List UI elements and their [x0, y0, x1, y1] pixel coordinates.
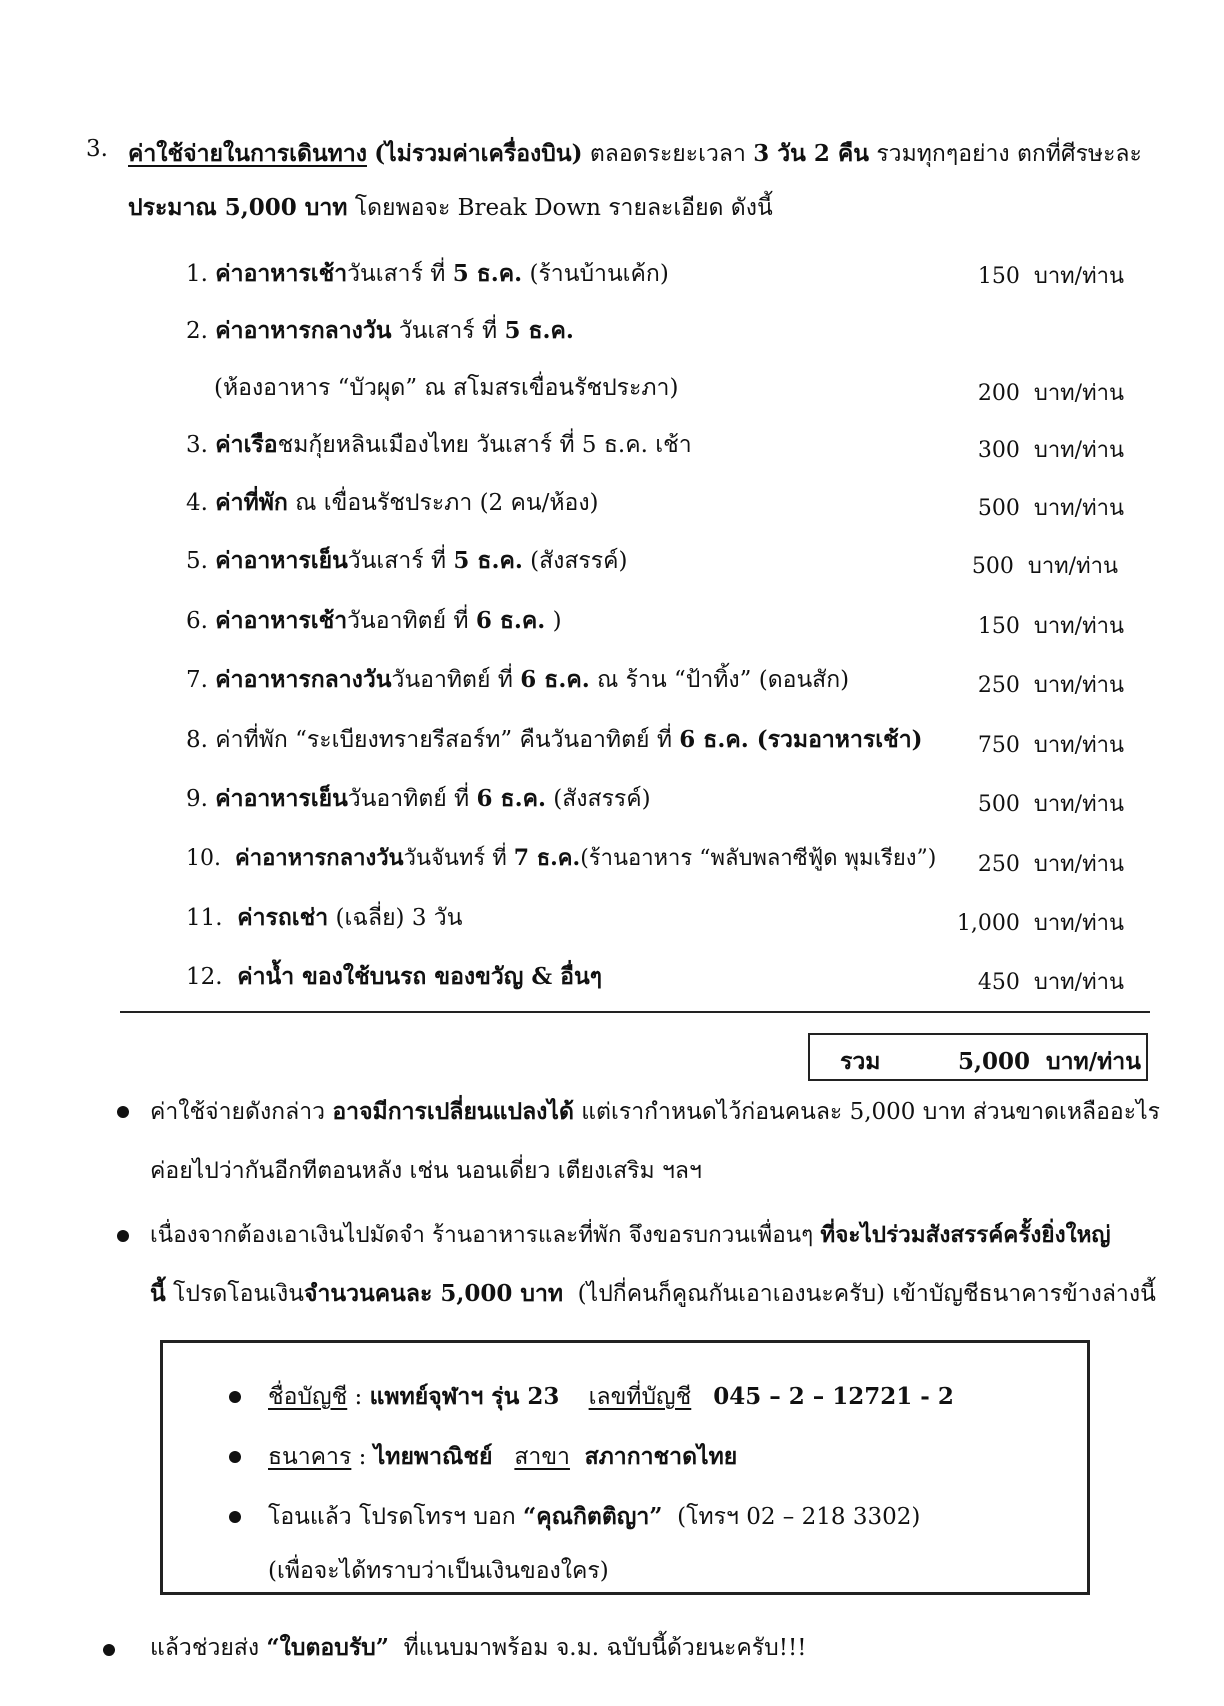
notify-line: โอนแล้ว โปรดโทรฯ บอก “คุณกิตติญา” (โทรฯ 02 – 218 3302) — [268, 1503, 921, 1530]
note-2: เนื่องจากต้องเอาเงินไปมัดจำ ร้านอาหารและที่พัก จึงขอรบกวนเพื่อนๆ ที่จะไปร่วมสังสรรค์ครั้งยิ่งใหญ่ — [150, 1222, 1111, 1248]
bullet-icon — [117, 1106, 129, 1118]
list-item: 2. ค่าอาหารกลางวัน วันเสาร์ ที่ 5 ธ.ค. — [186, 317, 574, 344]
list-item: (ห้องอาหาร “บัวผุด” ณ สโมสรเขื่อนรัชประภา) — [214, 375, 679, 401]
bullet-icon — [117, 1230, 129, 1242]
item-amount: 250 บาท/ท่าน — [977, 852, 1124, 877]
list-item: 1. ค่าอาหารเช้าวันเสาร์ ที่ 5 ธ.ค. (ร้านบ้านเค้ก) — [186, 260, 669, 287]
item-amount: 300 บาท/ท่าน — [977, 438, 1124, 463]
notify-reason: (เพื่อจะได้ทราบว่าเป็นเงินของใคร) — [268, 1558, 609, 1584]
heading-days: 3 วัน 2 คืน — [753, 140, 870, 167]
heading-approx: ประมาณ 5,000 บาท — [128, 194, 348, 221]
item-amount: 750 บาท/ท่าน — [977, 733, 1124, 758]
item-amount: 250 บาท/ท่าน — [977, 673, 1124, 698]
item-amount: 500 บาท/ท่าน — [977, 496, 1124, 521]
section-heading — [128, 136, 1142, 172]
bank-info-box — [160, 1340, 1090, 1595]
list-item: 6. ค่าอาหารเช้าวันอาทิตย์ ที่ 6 ธ.ค. ) — [186, 607, 562, 634]
heading-paren: (ไม่รวมค่าเครื่องบิน) — [374, 140, 583, 167]
total-amount: 5,000 บาท/ท่าน — [958, 1048, 1141, 1075]
item-amount: 150 บาท/ท่าน — [977, 264, 1124, 289]
section-subheading — [128, 190, 773, 226]
item-amount: 1,000 บาท/ท่าน — [956, 911, 1124, 936]
note-2-cont: นี้ โปรดโอนเงินจำนวนคนละ 5,000 บาท (ไปกี่คนก็คูณกันเอาเองนะครับ) เข้าบัญชีธนาคารข้างล่างนี้ — [150, 1280, 1156, 1307]
list-item: 4. ค่าที่พัก ณ เขื่อนรัชประภา (2 คน/ห้อง) — [186, 489, 599, 516]
divider-line — [120, 1011, 1150, 1013]
note-1-cont: ค่อยไปว่ากันอีกทีตอนหลัง เช่น นอนเดี่ยว เตียงเสริม ฯลฯ — [150, 1158, 702, 1184]
bullet-icon — [103, 1644, 115, 1656]
bullet-icon — [229, 1511, 241, 1523]
note-1: ค่าใช้จ่ายดังกล่าว อาจมีการเปลี่ยนแปลงได้ แต่เรากำหนดไว้ก่อนคนละ 5,000 บาท ส่วนขาดเหลืออะไร — [150, 1098, 1161, 1125]
item-amount: 450 บาท/ท่าน — [977, 970, 1124, 995]
heading-breakdown: โดยพอจะ Break Down รายละเอียด ดังนี้ — [354, 195, 773, 221]
list-item: 8. ค่าที่พัก “ระเบียงทรายรีสอร์ท” คืนวันอาทิตย์ ที่ 6 ธ.ค. (รวมอาหารเช้า) — [186, 726, 923, 753]
heading-title: ค่าใช้จ่ายในการเดินทาง — [128, 140, 367, 167]
list-item: 11. ค่ารถเช่า (เฉลี่ย) 3 วัน — [186, 904, 463, 931]
item-amount: 150 บาท/ท่าน — [977, 614, 1124, 639]
list-item: 5. ค่าอาหารเย็นวันเสาร์ ที่ 5 ธ.ค. (สังสรรค์) — [186, 547, 628, 574]
list-item: 7. ค่าอาหารกลางวันวันอาทิตย์ ที่ 6 ธ.ค. ณ ร้าน “ป้าทิ้ง” (ดอนสัก) — [186, 666, 850, 693]
bullet-icon — [229, 1451, 241, 1463]
list-item: 12. ค่าน้ำ ของใช้บนรถ ของขวัญ & อื่นๆ — [186, 963, 603, 990]
item-amount: 200 บาท/ท่าน — [977, 381, 1124, 406]
item-amount: 500 บาท/ท่าน — [971, 554, 1118, 579]
bullet-icon — [229, 1391, 241, 1403]
section-number: 3. — [86, 136, 108, 162]
list-item: 10. ค่าอาหารกลางวันวันจันทร์ ที่ 7 ธ.ค.(ร้านอาหาร “พลับพลาซีฟู้ด พุมเรียง”) — [186, 845, 937, 871]
footer-note: แล้วช่วยส่ง “ใบตอบรับ” ที่แนบมาพร้อม จ.ม. ฉบับนี้ด้วยนะครับ!!! — [150, 1634, 807, 1661]
bank-line: ธนาคาร : ไทยพาณิชย์ สาขา สภากาชาดไทย — [268, 1443, 738, 1470]
account-line: ชื่อบัญชี : แพทย์จุฬาฯ รุ่น 23 เลขที่บัญชี 045 – 2 – 12721 - 2 — [268, 1383, 954, 1410]
item-amount: 500 บาท/ท่าน — [977, 792, 1124, 817]
total-label: รวม — [840, 1048, 881, 1075]
list-item: 9. ค่าอาหารเย็นวันอาทิตย์ ที่ 6 ธ.ค. (สังสรรค์) — [186, 785, 651, 812]
total-box — [808, 1033, 1148, 1081]
list-item: 3. ค่าเรือชมกุ้ยหลินเมืองไทย วันเสาร์ ที่ 5 ธ.ค. เช้า — [186, 431, 692, 458]
heading-mid: ตลอดระยะเวลา — [589, 141, 746, 167]
heading-rest: รวมทุกๆอย่าง ตกที่ศีรษะละ — [876, 141, 1142, 167]
